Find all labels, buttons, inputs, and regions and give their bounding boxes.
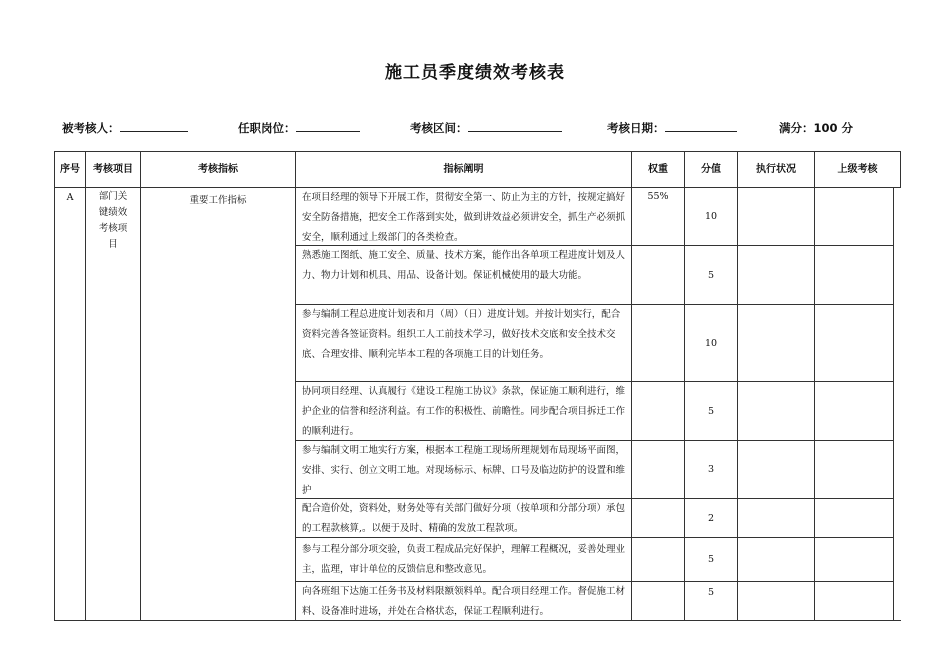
score-row-3: 10 <box>704 337 718 349</box>
seq-cell: A <box>66 192 74 203</box>
header-score: 分值 <box>701 164 721 175</box>
position-field <box>238 120 360 136</box>
superior-score-cell[interactable] <box>815 538 893 581</box>
page-title: 施工员季度绩效考核表 <box>385 63 565 83</box>
col-border <box>295 151 296 621</box>
execution-cell[interactable] <box>738 382 814 440</box>
explanation-row-8: 向各班组下达施工任务书及材料限额领料单。配合项目经理工作。督促施工材料、设备准时进场，并处在合格状态，保证工程顺利进行。 <box>302 586 626 617</box>
explanation-row-1: 在项目经理的领导下开展工作，贯彻安全第一、防止为主的方针，按规定搞好安全防备措施，把安全工作落到实处，做到讲效益必须讲安全，抓生产必须抓安全，顺利通过上级部门的各类检查。 <box>302 192 626 243</box>
position-label: 任职岗位： <box>238 121 296 135</box>
header-weight: 权重 <box>648 164 668 175</box>
full-score: 满分：100 分 <box>779 121 854 135</box>
date-label: 考核日期： <box>607 121 665 135</box>
assessee-label: 被考核人： <box>62 121 120 135</box>
execution-cell[interactable] <box>738 188 814 245</box>
date-blank <box>665 120 737 132</box>
item-cell: 部门关键绩效考核项目 <box>98 191 128 250</box>
execution-cell[interactable] <box>738 582 814 620</box>
explanation-row-3: 参与编制工程总进度计划表和月（周）（日）进度计划。并按计划实行，配合资料完善各签证资料。组织工人工前技术学习，做好技术交底和安全技术交底、合理安排、顺利完毕本工程的各项施工目的计划任务。 <box>302 309 621 360</box>
execution-cell[interactable] <box>738 305 814 381</box>
date-field <box>607 120 737 136</box>
position-blank <box>296 120 360 132</box>
superior-score-cell[interactable] <box>815 499 893 537</box>
period-field <box>410 120 562 136</box>
header-seq: 序号 <box>60 164 80 175</box>
score-row-1: 10 <box>704 211 718 222</box>
superior-score-cell[interactable] <box>815 582 893 620</box>
score-row-7: 5 <box>707 554 715 565</box>
score-row-4: 5 <box>707 405 715 417</box>
execution-cell[interactable] <box>738 538 814 581</box>
superior-score-cell[interactable] <box>815 188 893 245</box>
col-border <box>85 151 86 621</box>
header-indicator: 考核指标 <box>198 164 238 175</box>
score-row-6: 2 <box>707 512 715 524</box>
assessee-blank <box>120 120 188 132</box>
header-superior: 上级考核 <box>837 164 878 175</box>
score-row-5: 3 <box>707 464 715 475</box>
explanation-row-6: 配合造价处，资料处，财务处等有关部门做好分项（按单项和分部分项）承包的工程款核算,。以便于及时、精确的发放工程款项。 <box>302 503 626 534</box>
indicator-cell: 重要工作指标 <box>189 195 247 206</box>
explanation-row-7: 参与工程分部分项交验，负责工程成品完好保护，理解工程概况，妥善处理业主，监理，审计单位的反馈信息和整改意见。 <box>302 544 626 575</box>
header-execution: 执行状况 <box>756 164 796 175</box>
explanation-row-5: 参与编制文明工地实行方案，根据本工程施工现场所理规划布局现场平面图，安排、实行、创立文明工地。对现场标示、标牌、口号及临边防护的设置和维护 <box>302 445 626 496</box>
col-border <box>893 187 894 621</box>
explanation-row-4: 协同项目经理、认真履行《建设工程施工协议》条款，保证施工顺利进行，维护企业的信誉和经济利益。有工作的积极性、前瞻性。同步配合项目拆迁工作的顺利进行。 <box>302 386 626 437</box>
execution-cell[interactable] <box>738 499 814 537</box>
superior-score-cell[interactable] <box>815 382 893 440</box>
explanation-row-2: 熟悉施工图纸、施工安全、质量、技术方案，能作出各单项工程进度计划及人力、物力计划和机具、用品、设备计划。保证机械使用的最大功能。 <box>302 250 626 281</box>
superior-score-cell[interactable] <box>815 246 893 304</box>
score-row-2: 5 <box>707 269 715 281</box>
period-blank <box>468 120 562 132</box>
superior-score-cell[interactable] <box>815 441 893 498</box>
header-item: 考核项目 <box>93 164 133 175</box>
col-border <box>900 151 901 188</box>
execution-cell[interactable] <box>738 441 814 498</box>
assessee-field <box>62 120 188 136</box>
execution-cell[interactable] <box>738 246 814 304</box>
superior-score-cell[interactable] <box>815 305 893 381</box>
weight-cell: 55% <box>647 191 669 202</box>
col-border <box>140 151 141 621</box>
header-explanation: 指标阐明 <box>443 164 484 175</box>
score-row-8: 5 <box>707 586 715 598</box>
col-border <box>54 151 55 621</box>
period-label: 考核区间： <box>410 121 468 135</box>
